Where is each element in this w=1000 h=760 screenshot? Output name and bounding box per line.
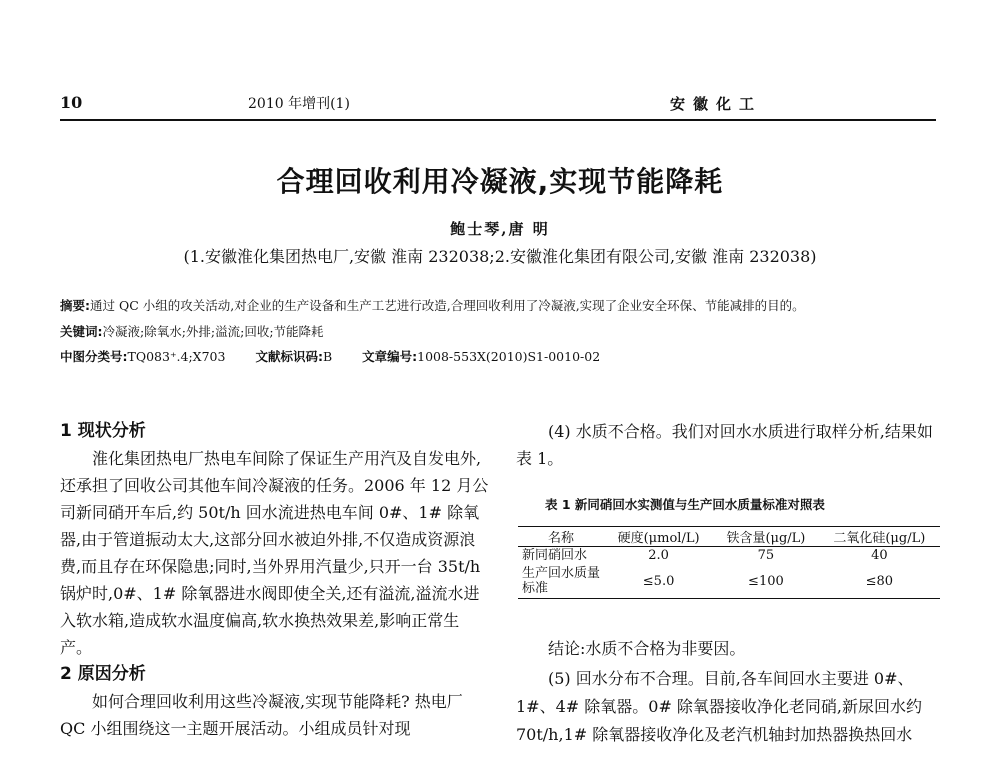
table-header-cell: 硬度(μmol/L) bbox=[617, 531, 700, 546]
table-header-row bbox=[518, 527, 940, 547]
article-affiliation: (1.安徽淮化集团热电厂,安徽 淮南 232038;2.安徽淮化集团有限公司,安徽 淮南 232038) bbox=[183, 247, 817, 266]
abstract-text: 通过 QC 小组的攻关活动,对企业的生产设备和生产工艺进行改造,合理回收利用了冷凝液,实现了企业安全环保、节能减排的目的。 bbox=[90, 298, 805, 313]
header-rule bbox=[60, 119, 936, 121]
table-cell: 40 bbox=[871, 548, 888, 563]
class-value: TQ083⁺.4;X703 bbox=[127, 349, 226, 364]
article-no-label: 文章编号: bbox=[362, 349, 418, 364]
right-column-top bbox=[516, 418, 940, 472]
table-caption: 表 1 新同硝回水实测值与生产回水质量标准对照表 bbox=[545, 497, 825, 512]
section-2-heading: 2 原因分析 bbox=[60, 664, 146, 684]
doc-label: 文献标识码: bbox=[255, 349, 323, 364]
keywords bbox=[60, 322, 324, 340]
conclusion-line: 结论:水质不合格为非要因。 bbox=[548, 639, 746, 658]
left-column bbox=[60, 418, 490, 742]
keywords-label: 关键词: bbox=[60, 324, 103, 339]
item-4-paragraph: (4) 水质不合格。我们对回水水质进行取样分析,结果如表 1。 bbox=[516, 422, 933, 468]
abstract bbox=[60, 296, 805, 314]
table-cell: ≤5.0 bbox=[642, 573, 675, 589]
article-no-value: 1008-553X(2010)S1-0010-02 bbox=[417, 349, 601, 364]
table-header-cell: 二氧化硅(μg/L) bbox=[833, 531, 926, 546]
table-cell: 新同硝回水 bbox=[522, 548, 588, 563]
doc-value: B bbox=[322, 349, 333, 364]
section-2-paragraph: 如何合理回收利用这些冷凝液,实现节能降耗? 热电厂 QC 小组围绕这一主题开展活动。小组成员针对现 bbox=[60, 692, 463, 738]
table-row bbox=[518, 564, 940, 599]
table-cell: 75 bbox=[757, 548, 775, 563]
section-1-heading: 1 现状分析 bbox=[60, 421, 146, 441]
table-header-cell: 铁含量(μg/L) bbox=[726, 531, 806, 546]
class-label: 中图分类号: bbox=[60, 349, 128, 364]
data-table bbox=[518, 526, 940, 599]
classification bbox=[60, 347, 600, 365]
abstract-label: 摘要: bbox=[60, 298, 90, 313]
keywords-text: 冷凝液;除氧水;外排;溢流;回收;节能降耗 bbox=[102, 324, 324, 339]
table-cell: ≤100 bbox=[748, 573, 784, 589]
table-header-cell: 名称 bbox=[547, 531, 574, 546]
item-5-paragraph: (5) 回水分布不合理。目前,各车间回水主要进 0#、1#、4# 除氧器。0# 除氧器接收净化老同硝,新尿回水约 70t/h,1# 除氧器接收净化及老汽机轴封加热器换热回水 bbox=[516, 669, 923, 744]
table-cell: 生产回水质量标准 bbox=[522, 566, 601, 596]
section-1-paragraph: 淮化集团热电厂热电车间除了保证生产用汽及自发电外,还承担了回收公司其他车间冷凝液的任务。2006 年 12 月公司新同硝开车后,约 50t/h 回水流进热电车间 0#、1# 除氧器,由于管道振动太大,这部分回水被迫外排,不仅造成资源浪费,而且存在环保隐患;同时,当外界用汽量少,只开一台 35t/h 锅炉时,0#、1# 除氧器进水阀即使全关,还有溢流,溢流水进入软水箱,造成软水温度偏高,软水换热效果差,影响正常生产。 bbox=[60, 449, 489, 657]
right-column-bottom bbox=[516, 665, 940, 749]
article-title: 合理回收利用冷凝液,实现节能降耗 bbox=[276, 165, 724, 198]
table-row bbox=[518, 547, 940, 565]
page-number: 10 bbox=[60, 93, 83, 112]
article-authors: 鲍士琴,唐 明 bbox=[450, 220, 550, 238]
issue-label: 2010 年增刊(1) bbox=[248, 96, 350, 112]
journal-name: 安徽化工 bbox=[670, 95, 763, 113]
table-cell: 2.0 bbox=[648, 548, 669, 563]
table-cell: ≤80 bbox=[865, 573, 894, 589]
